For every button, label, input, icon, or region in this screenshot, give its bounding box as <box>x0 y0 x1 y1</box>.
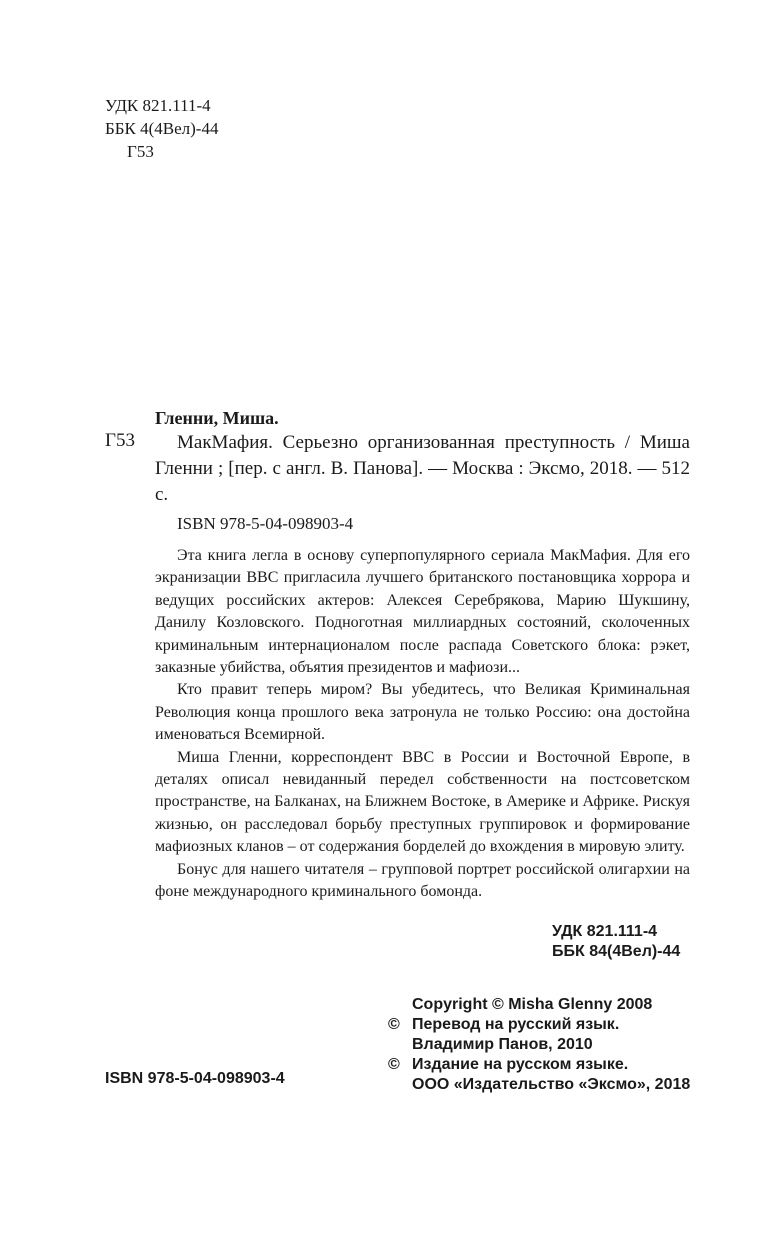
copyright-original: Copyright © Misha Glenny 2008 <box>412 996 653 1013</box>
bbk-code-bottom: ББК 84(4Вел)-44 <box>552 943 681 960</box>
annotation-paragraph: Бонус для нашего читателя – групповой портрет российской олигархии на фоне международного криминального бомонда. <box>155 860 690 901</box>
author-mark: Г53 <box>127 142 154 161</box>
annotation <box>155 545 690 904</box>
annotation-paragraph: Миша Гленни, корреспондент BBC в России и Восточной Европе, в деталях описал невиданный передел собственности на постсоветском пространстве, на Балканах, на Ближнем Востоке, в Америке и Африке. Рискуя жизнью, он расследовал борьбу преступных группировок и формирование мафиозных кланов – от содержания борделей до вхождения в мировую элиту. <box>155 748 690 856</box>
annotation-paragraph: Эта книга легла в основу суперпопулярного сериала МакМафия. Для его экранизации BBC пригласила лучшего британского постановщика хоррора и ведущих российских актеров: Алексея Серебрякова, Марию Шукшину, Данилу Козловского. Подноготная миллиардных состояний, сколоченных криминальным интернационалом после распада Советского блока: рэкет, заказные убийства, объятия президентов и мафиози... <box>155 547 690 677</box>
copyright-icon: © <box>388 1016 400 1033</box>
copyright-block <box>388 995 690 1095</box>
author-heading: Гленни, Миша. <box>155 408 279 428</box>
copyright-translation: Перевод на русский язык. <box>412 1016 620 1033</box>
bibliographic-text: МакМафия. Серьезно организованная преступность / Миша Гленни ; [пер. с англ. В. Панова]. — Москва : Эксмо, 2018. — 512 с. <box>155 432 690 505</box>
classification-codes <box>552 922 680 962</box>
copyright-edition: Издание на русском языке. <box>412 1056 629 1073</box>
udk-code: УДК 821.111-4 <box>105 96 211 115</box>
annotation-paragraph: Кто правит теперь миром? Вы убедитесь, что Великая Криминальная Революция конца прошлого века затронула не только Россию: она достойна именоваться Всемирной. <box>155 681 690 744</box>
bbk-code: ББК 4(4Вел)-44 <box>105 119 219 138</box>
bottom-isbn: ISBN 978-5-04-098903-4 <box>105 1070 285 1087</box>
catalog-author-mark: Г53 <box>105 430 135 451</box>
catalog-isbn: ISBN 978-5-04-098903-4 <box>177 514 354 533</box>
copyright-publisher: ООО «Издательство «Эксмо», 2018 <box>412 1076 691 1093</box>
copyright-translator: Владимир Панов, 2010 <box>412 1036 593 1053</box>
header-codes <box>105 94 218 163</box>
bibliographic-record <box>155 430 690 508</box>
udk-code-bottom: УДК 821.111-4 <box>552 923 658 940</box>
copyright-icon: © <box>388 1056 400 1073</box>
